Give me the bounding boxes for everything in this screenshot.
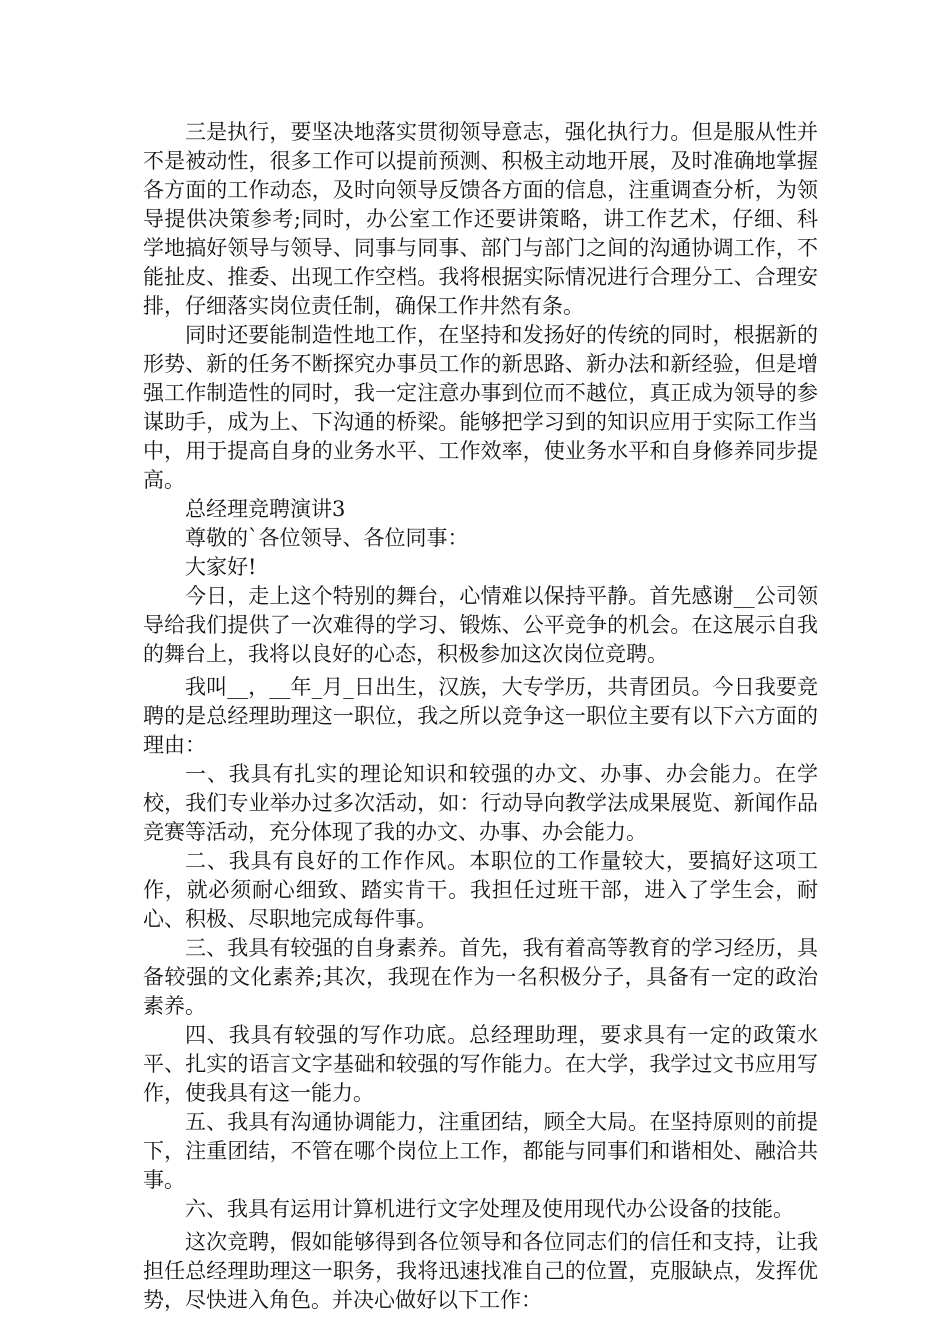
paragraph-reason-5: 五、我具有沟通协调能力，注重团结，顾全大局。在坚持原则的前提下，注重团结，不管在哪个岗位上工作，都能与同事们和谐相处、融洽共事。: [143, 1110, 818, 1192]
paragraph-commitment: 这次竞聘，假如能够得到各位领导和各位同志们的信任和支持，让我担任总经理助理这一职务，我将迅速找准自己的位置，克服缺点，发挥优势，尽快进入角色。并决心做好以下工作：: [143, 1230, 818, 1312]
paragraph-execution: 三是执行，要坚决地落实贯彻领导意志，强化执行力。但是服从性并不是被动性，很多工作可以提前预测、积极主动地开展，及时准确地掌握各方面的工作动态，及时向领导反馈各方面的信息，注重调查分析，为领导提供决策参考;同时，办公室工作还要讲策略，讲工作艺术，仔细、科学地搞好领导与领导、同事与同事、部门与部门之间的沟通协调工作，不能扯皮、推委、出现工作空档。我将根据实际情况进行合理分工、合理安排，仔细落实岗位责任制，确保工作井然有条。: [143, 120, 818, 318]
greeting: 大家好!: [185, 555, 257, 579]
paragraph-opening: 今日，走上这个特别的舞台，心情难以保持平静。首先感谢__公司领导给我们提供了一次难得的学习、锻炼、公平竞争的机会。在这展示自我的舞台上，我将以良好的心态，积极参加这次岗位竞聘。: [143, 584, 818, 666]
paragraph-creativity: 同时还要能制造性地工作，在坚持和发扬好的传统的同时，根据新的形势、新的任务不断探究办事员工作的新思路、新办法和新经验，但是增强工作制造性的同时，我一定注意办事到位而不越位，真正成为领导的参谋助手，成为上、下沟通的桥梁。能够把学习到的知识应用于实际工作当中，用于提高自身的业务水平、工作效率，使业务水平和自身修养同步提高。: [143, 323, 818, 492]
paragraph-reason-6: 六、我具有运用计算机进行文字处理及使用现代办公设备的技能。: [185, 1197, 794, 1221]
paragraph-reason-4: 四、我具有较强的写作功底。总经理助理，要求具有一定的政策水平、扎实的语言文字基础和较强的写作能力。在大学，我学过文书应用写作，使我具有这一能力。: [143, 1023, 818, 1105]
paragraph-reason-1: 一、我具有扎实的理论知识和较强的办文、办事、办会能力。在学校，我们专业举办过多次活动，如：行动导向教学法成果展览、新闻作品竞赛等活动，充分体现了我的办文、办事、办会能力。: [143, 762, 818, 844]
paragraph-introduction: 我叫__，__年_月_日出生，汉族，大专学历，共青团员。今日我要竞聘的是总经理助理这一职位，我之所以竞争这一职位主要有以下六方面的理由：: [143, 675, 818, 757]
speech-title: 总经理竞聘演讲3: [185, 497, 346, 521]
salutation: 尊敬的`各位领导、各位同事：: [185, 526, 469, 550]
paragraph-reason-2: 二、我具有良好的工作作风。本职位的工作量较大，要搞好这项工作，就必须耐心细致、踏实肯干。我担任过班干部，进入了学生会，耐心、积极、尽职地完成每件事。: [143, 849, 818, 931]
paragraph-reason-3: 三、我具有较强的自身素养。首先，我有着高等教育的学习经历，具备较强的文化素养;其次，我现在作为一名积极分子，具备有一定的政治素养。: [143, 936, 818, 1018]
